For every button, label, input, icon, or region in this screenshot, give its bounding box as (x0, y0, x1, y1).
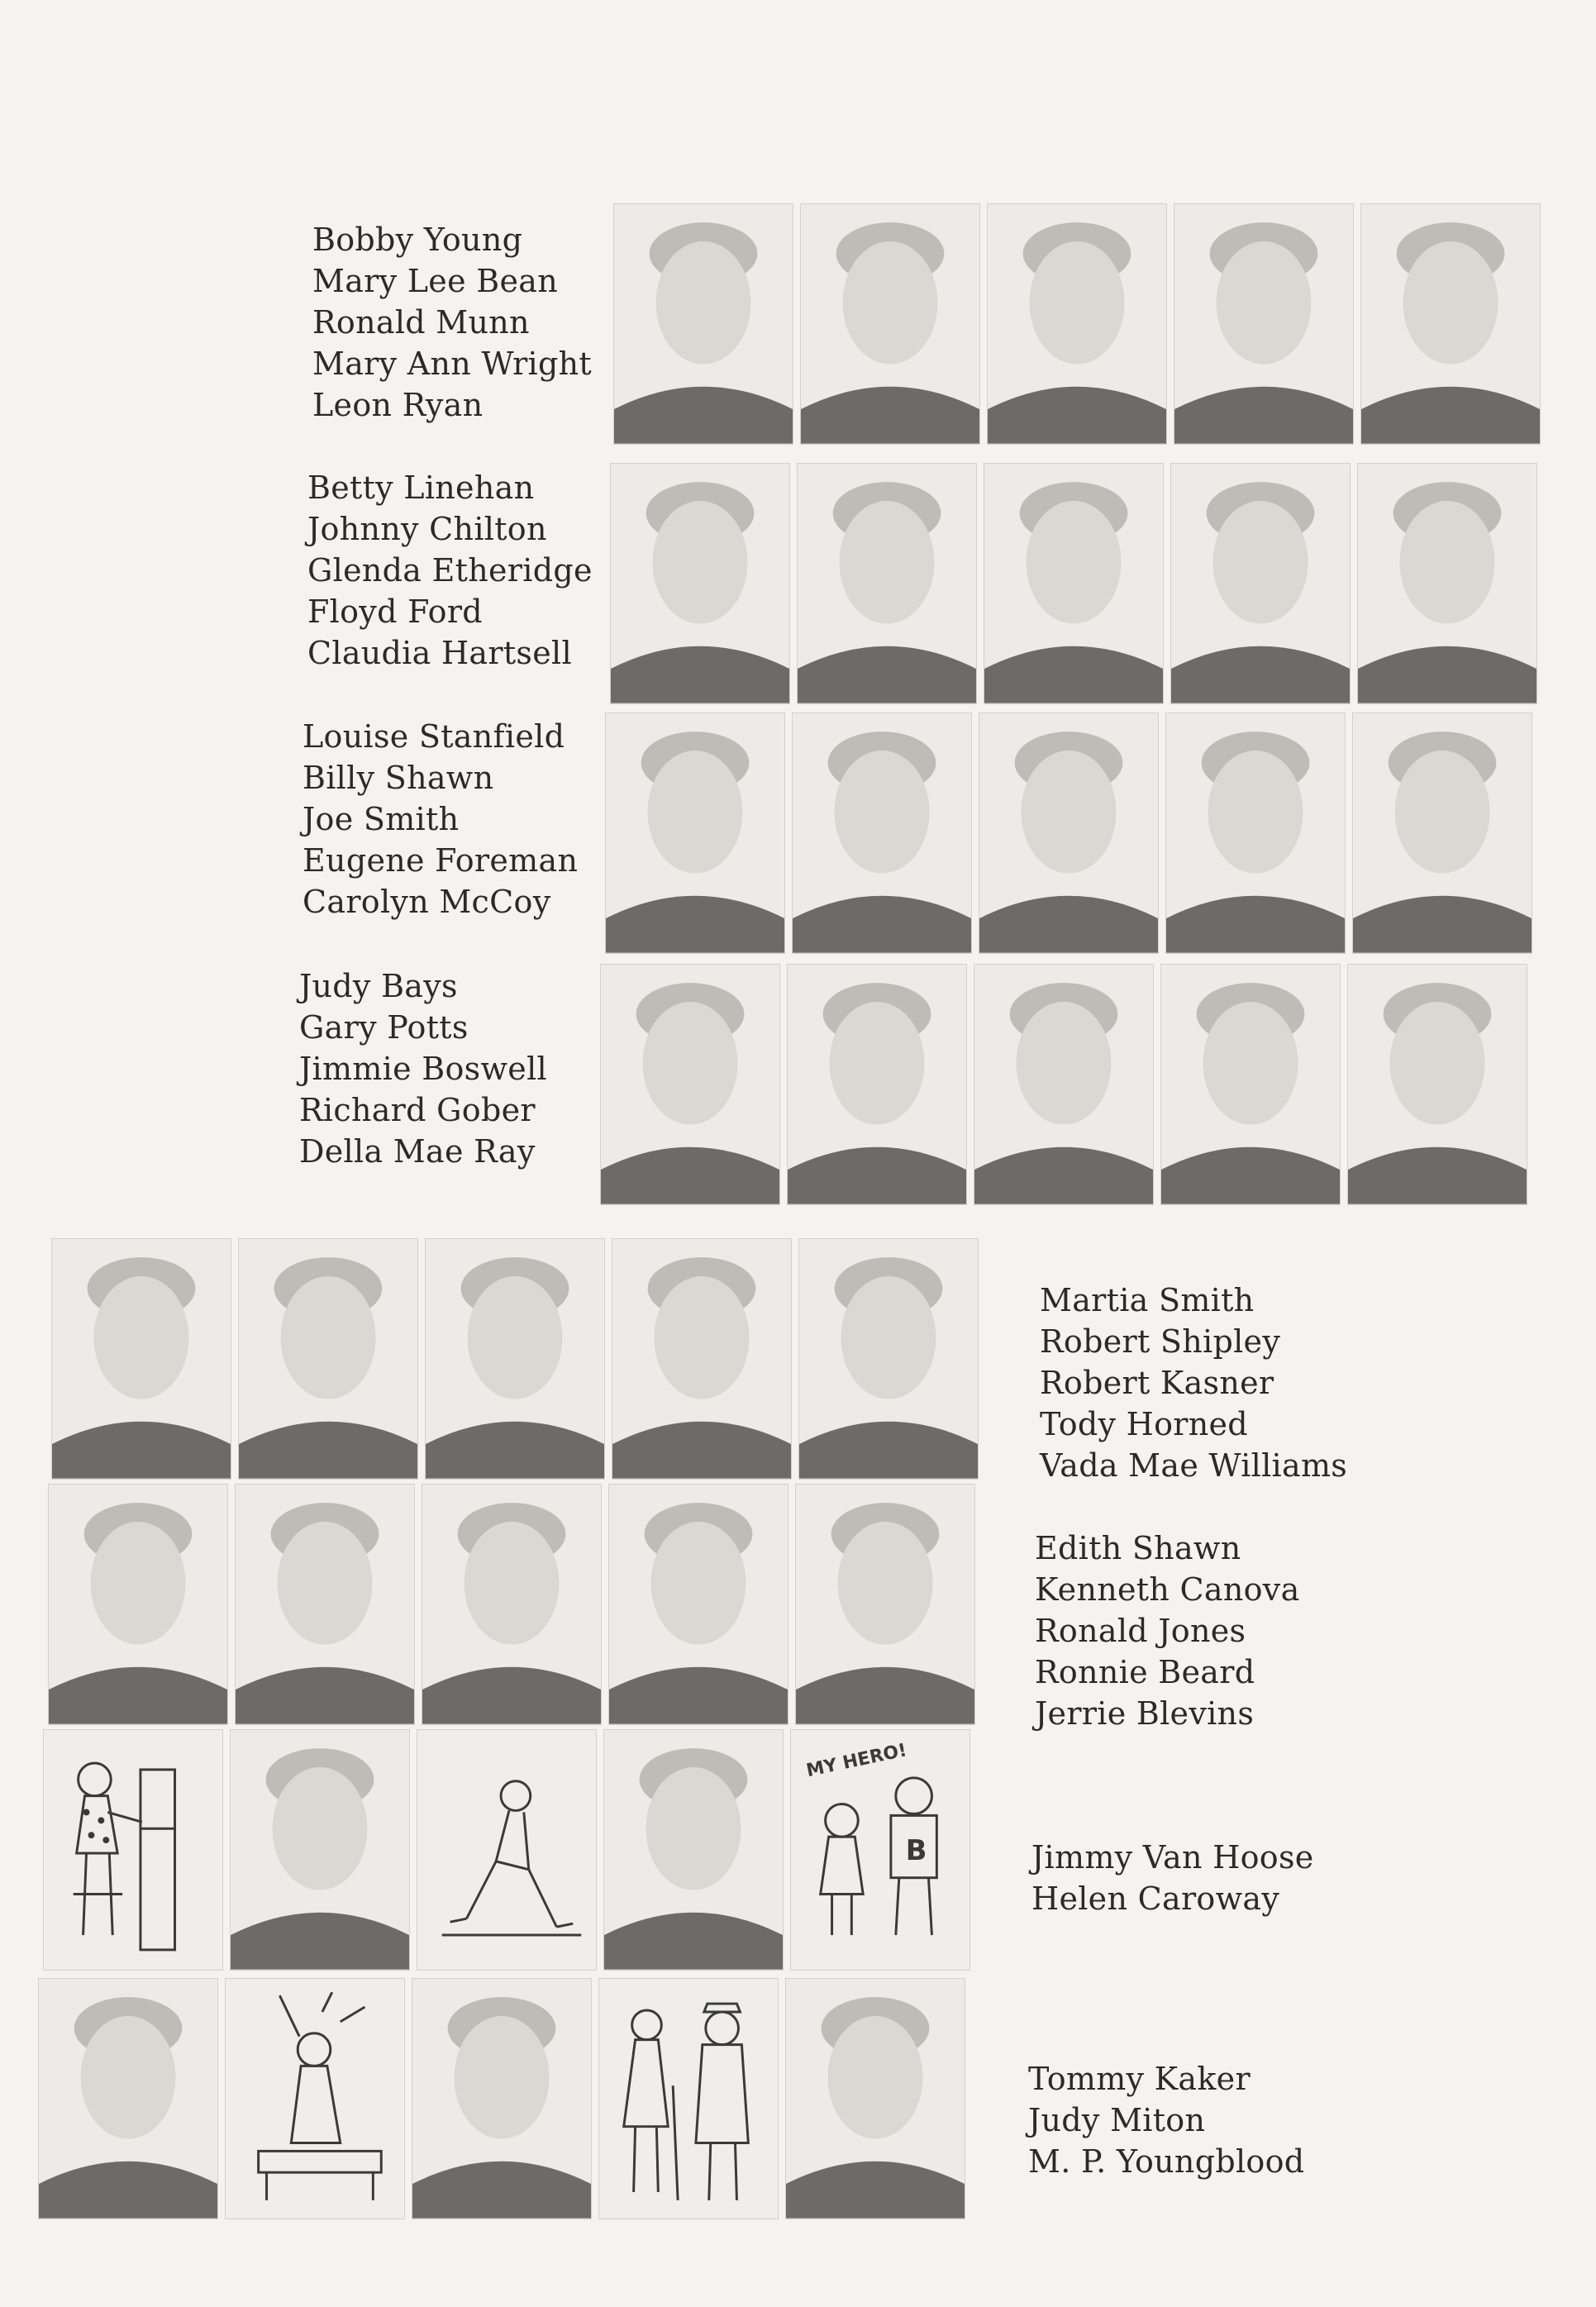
photo-row (605, 713, 1532, 954)
student-photo (798, 1238, 979, 1480)
student-photo (1360, 203, 1541, 445)
name-list (299, 965, 547, 1172)
photo-row (43, 1729, 970, 1971)
student-photo (48, 1484, 228, 1725)
student-photo (984, 463, 1164, 704)
student-name: Betty Linehan (307, 470, 535, 506)
student-photo (1347, 964, 1527, 1205)
student-name: Mary Lee Bean (312, 263, 559, 299)
student-name: M. P. Youngblood (1028, 2143, 1305, 2180)
student-name: Eugene Foreman (303, 842, 579, 879)
name-list (1028, 2058, 1304, 2182)
student-name: Mary Ann Wright (312, 346, 592, 382)
student-photo (610, 463, 790, 704)
student-name: Richard Gober (299, 1092, 536, 1128)
photo-row (51, 1238, 979, 1480)
student-photo (603, 1729, 784, 1971)
student-name: Ronald Munn (312, 304, 530, 341)
student-name: Jimmy Van Hoose (1031, 1839, 1314, 1876)
student-name: Edith Shawn (1035, 1530, 1241, 1566)
svg-text:MY HERO!: MY HERO! (804, 1740, 909, 1782)
name-list (312, 219, 592, 426)
student-photo (785, 1978, 965, 2219)
student-name: Helen Caroway (1031, 1880, 1280, 1917)
student-photo (412, 1978, 592, 2219)
student-photo (1357, 463, 1537, 704)
student-photo (51, 1238, 231, 1480)
student-name: Martia Smith (1040, 1282, 1255, 1318)
student-photo (600, 964, 780, 1205)
name-list (1040, 1280, 1347, 1486)
student-photo (797, 463, 977, 704)
student-name: Tody Horned (1040, 1406, 1248, 1442)
student-photo (979, 713, 1159, 954)
student-photo (1174, 203, 1354, 445)
student-photo (1160, 964, 1341, 1205)
student-photo (974, 964, 1154, 1205)
photo-row (610, 463, 1537, 704)
photo-row (48, 1484, 975, 1725)
student-name: Vada Mae Williams (1040, 1447, 1348, 1484)
student-photo (792, 713, 972, 954)
name-list (303, 716, 578, 922)
student-name: Floyd Ford (307, 593, 483, 630)
name-list (1035, 1528, 1300, 1734)
student-name: Jerrie Blevins (1035, 1695, 1255, 1732)
student-name: Ronnie Beard (1035, 1654, 1255, 1690)
student-name: Della Mae Ray (299, 1133, 536, 1170)
name-list (1031, 1837, 1314, 1919)
student-name: Robert Kasner (1040, 1365, 1274, 1401)
photo-row (613, 203, 1541, 445)
student-name: Judy Bays (299, 968, 458, 1004)
student-photo (612, 1238, 792, 1480)
student-name: Tommy Kaker (1028, 2061, 1251, 2097)
cartoon-drawing (790, 1729, 970, 1971)
name-list (307, 467, 593, 674)
student-name: Bobby Young (312, 222, 523, 258)
photo-row (38, 1978, 965, 2219)
student-photo (425, 1238, 605, 1480)
student-name: Glenda Etheridge (307, 552, 593, 589)
student-photo (787, 964, 967, 1205)
student-photo (613, 203, 793, 445)
cartoon-drawing (43, 1729, 223, 1971)
student-photo (987, 203, 1167, 445)
student-name: Claudia Hartsell (307, 635, 572, 671)
student-photo (235, 1484, 415, 1725)
student-name: Louise Stanfield (303, 718, 565, 755)
cartoon-drawing (417, 1729, 597, 1971)
student-photo (238, 1238, 418, 1480)
student-name: Leon Ryan (312, 387, 484, 423)
student-photo (230, 1729, 410, 1971)
student-photo (800, 203, 980, 445)
student-photo (38, 1978, 218, 2219)
student-photo (795, 1484, 975, 1725)
student-name: Joe Smith (303, 801, 460, 837)
student-photo (608, 1484, 788, 1725)
student-name: Carolyn McCoy (303, 884, 551, 920)
student-name: Judy Miton (1028, 2102, 1206, 2138)
student-name: Billy Shawn (303, 760, 494, 796)
student-name: Ronald Jones (1035, 1613, 1246, 1649)
student-photo (1170, 463, 1351, 704)
student-photo (1352, 713, 1532, 954)
cartoon-drawing (225, 1978, 405, 2219)
cartoon-drawing (598, 1978, 779, 2219)
student-name: Jimmie Boswell (299, 1051, 547, 1087)
student-photo (1165, 713, 1346, 954)
student-photo (605, 713, 785, 954)
student-name: Johnny Chilton (307, 511, 547, 547)
student-name: Gary Potts (299, 1009, 469, 1046)
student-name: Kenneth Canova (1035, 1571, 1300, 1608)
student-name: Robert Shipley (1040, 1323, 1281, 1360)
svg-text:B: B (905, 1833, 927, 1866)
photo-row (600, 964, 1527, 1205)
student-photo (422, 1484, 602, 1725)
